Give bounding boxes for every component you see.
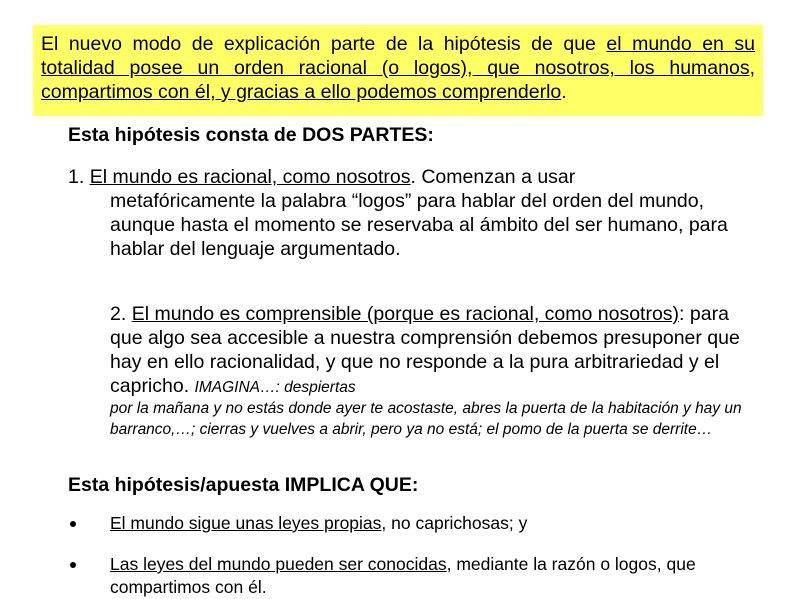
bullet-text bbox=[110, 512, 760, 535]
bullet-dot-icon bbox=[70, 521, 76, 527]
part-two-number: 2. bbox=[110, 303, 132, 325]
bullet-underlined: El mundo sigue unas leyes propias bbox=[110, 513, 382, 533]
bullet-dot-icon bbox=[70, 562, 76, 568]
intro-text: El nuevo modo de explicación parte de la hipótesis de que bbox=[41, 33, 607, 55]
part-one bbox=[68, 165, 758, 261]
part-two-rest: : para que algo sea accesible a nuestra comprensión debemos presuponer que hay en ello racionalidad, y que no responde a la pura arbitrariedad y el capricho. bbox=[110, 303, 740, 397]
part-two-title: El mundo es comprensible (porque es racional, como nosotros) bbox=[131, 303, 680, 325]
bullet-rest: , mediante la razón o logos, que compartimos con él. bbox=[110, 554, 696, 597]
part-one-title: El mundo es racional, como nosotros bbox=[89, 166, 411, 188]
part-one-rest: . Comenzan a usar bbox=[410, 166, 576, 188]
intro-underlined-text: el mundo en su totalidad posee un orden racional (o logos), que nosotros, los humanos, compartimos con él, y gracias a ello podemos comprenderlo bbox=[41, 33, 755, 103]
part-one-continuation: metafóricamente la palabra “logos” para hablar del orden del mundo, aunque hasta el momento se reservaba al ámbito del ser humano, para hablar del lenguaje argumentado. bbox=[110, 190, 728, 260]
part-two bbox=[110, 302, 760, 440]
bullet-underlined: Las leyes del mundo pueden ser conocidas bbox=[110, 554, 447, 574]
part-one-number: 1. bbox=[68, 166, 90, 188]
bullet-rest: , no caprichosas; y bbox=[381, 513, 528, 533]
part-two-imagine: IMAGINA…: despiertas bbox=[194, 379, 356, 396]
heading-two-parts: Esta hipótesis consta de DOS PARTES: bbox=[68, 124, 434, 146]
heading-implications: Esta hipótesis/apuesta IMPLICA QUE: bbox=[68, 474, 419, 496]
bullet-text bbox=[110, 553, 760, 599]
intro-highlight-box bbox=[33, 25, 763, 116]
part-two-example: por la mañana y no estás donde ayer te acostaste, abres la puerta de la habitación y hay un barranco,…; cierras y vuelves a abrir, pero ya no está; el pomo de la puerta se derrite… bbox=[110, 400, 742, 438]
intro-end: . bbox=[561, 81, 567, 103]
